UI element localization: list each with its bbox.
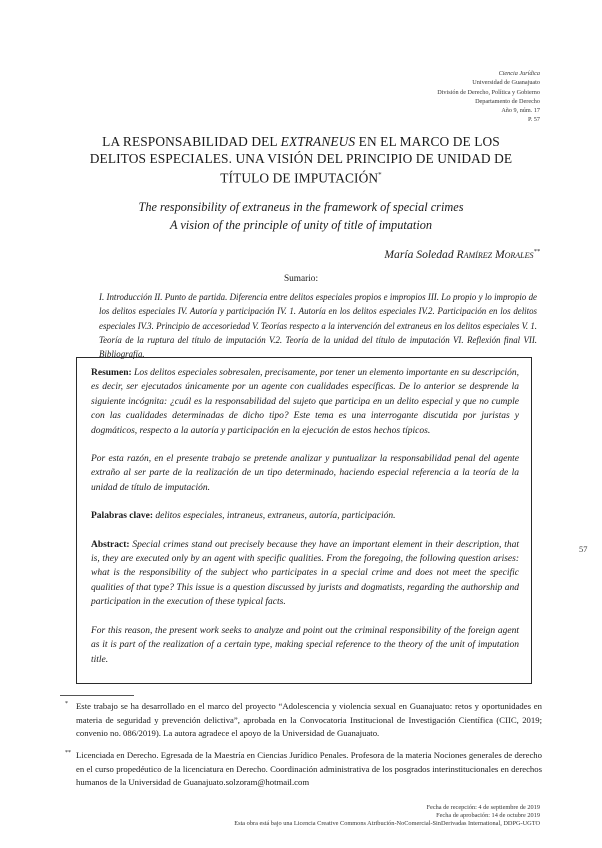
issue-info: Año 9, núm. 17 [501,107,540,115]
summary-label: Sumario: [283,274,319,284]
abstract-text: Special crimes stand out precisely because they have an important element in their description, that is, they are executed only by an agent with specific qualities. From the foregoing, the following question arises: what is the responsibility of the subject who participates in a special crime and does not meet the specific qualities of that type? This issue is a question discussed by jurists and dogmatists, regarding the authorship and participation in the execution of these typical facts. [91,539,519,608]
resumen-paragraph-2: Por esta razón, en el presente trabajo se pretende analizar y puntualizar la responsabilidad penal del agente extraño al ser parte de la realización de un tipo determinado, haciendo especial referencia a la teoría de la unidad de título de imputación. [91,454,519,493]
footnote-1-text: Este trabajo se ha desarrollado en el marco del proyecto “Adolescencia y violencia sexual en Guanajuato: retos y oportunidades en materia de seguridad y prevención delictiva”, aprobada en la Convocatoria Institucional de Investigación Científica (CIIC, 2019; convenio no. 086/2019). La autora agradece el apoyo de la Universidad de Guanajuato. [76,701,542,738]
footnote-2 [65,749,542,790]
keywords-paragraph [91,509,519,523]
author-footnote-mark[interactable]: ** [533,248,540,256]
resumen-text: Los delitos especiales sobresalen, precisamente, por tener un elemento importante en su descripción, es decir, ser ejecutados únicamente por un agente con cualidades específicas. De lo anterior se desprende la siguiente incógnita: ¿cuál es la responsabilidad del sujeto que participa en un delito especial y que no cumple con las cualidades determinadas de dicho tipo? Este tema es una interrogante discutida por juristas y dogmáticos, respecto a la autoría y participación en la ejecución de estos hechos típicos. [91,368,519,436]
footnote-2-text: Licenciada en Derecho. Egresada de la Maestría en Ciencias Jurídico Penales. Profesora de la materia Nociones generales de derecho en el curso propedéutico de la licenciatura en Derecho. Coordinación administrativa de los posgrados interinstitucionales en derechos humanos de la Universidad de Guanajuato.solzoram@hotmail.com [76,750,542,787]
author-line [384,248,540,261]
approved-date: Fecha de aprobación: 14 de octubre 2019 [436,811,540,819]
footnote-2-mark: ** [65,750,71,756]
department-name: Departamento de Derecho [475,97,540,105]
english-title-line-2: A vision of the principle of unity of title of imputation [169,217,433,232]
title-part-2: EN EL MARCO DE LOS DELITOS ESPECIALES. UNA VISIÓN DEL PRINCIPIO DE UNIDAD DE TÍTULO DE IMPUTACIÓN [89,134,513,186]
footnote-divider [60,695,134,696]
author-surname: Ramírez Morales [456,248,534,261]
english-title [70,199,532,234]
license-note[interactable]: Esta obra está bajo una Licencia Creative Commons Atribución-NoComercial-SinDerivadas International, DDPG-UGTO [234,819,540,827]
received-date: Fecha de recepción: 4 de septiembre de 2019 [426,804,540,811]
footnote-1 [65,700,542,741]
page-number: 57 [579,545,588,554]
abstract-paragraph-2: For this reason, the present work seeks to analyze and point out the criminal responsibility of the foreign agent as it is part of the realization of a certain type, making special reference to the theory of the unit of imputation title. [91,625,519,665]
title-footnote-mark[interactable]: * [378,171,382,179]
abstract-paragraph [91,538,519,610]
summary-text: I. Introducción II. Punto de partida. Diferencia entre delitos especiales propios e impropios III. Lo propio y lo impropio de los delitos especiales IV. Autoría y participación IV. 1. Autoría en los delitos especiales IV.2. Participación en los delitos especiales IV.3. Principio de accesoriedad V. Teorías respecto a la intervención del extraneus en los delitos especiales V. 1. Teoría de la ruptura del título de imputación V.2. Teoría de la unidad del título de imputación VI. Reflexión final VII. Bibliografía. [99,292,537,360]
university-name: Universidad de Guanajuato [472,79,540,87]
journal-header [437,69,540,125]
keywords-label: Palabras clave: [91,511,154,522]
footnote-1-mark: * [65,701,68,707]
english-title-line-1: The responsibility of extraneus in the framework of special crimes [138,200,464,214]
keywords-text: delitos especiales, intraneus, extraneus, autoría, participación. [153,511,396,522]
publication-dates [234,804,540,827]
article-title [80,133,522,186]
resumen-paragraph [91,366,519,438]
title-italic-word: EXTRANEUS [280,134,356,149]
resumen-label: Resumen: [91,368,132,378]
page-reference: P. 57 [527,116,540,124]
journal-name: Ciencia Jurídica [498,70,540,77]
abstract-box [76,357,532,684]
division-name: División de Derecho, Política y Gobierno [437,88,540,96]
title-part-1: LA RESPONSABILIDAD DEL [102,134,281,149]
author-given-name: María Soledad [384,248,457,261]
abstract-label: Abstract: [91,539,130,550]
